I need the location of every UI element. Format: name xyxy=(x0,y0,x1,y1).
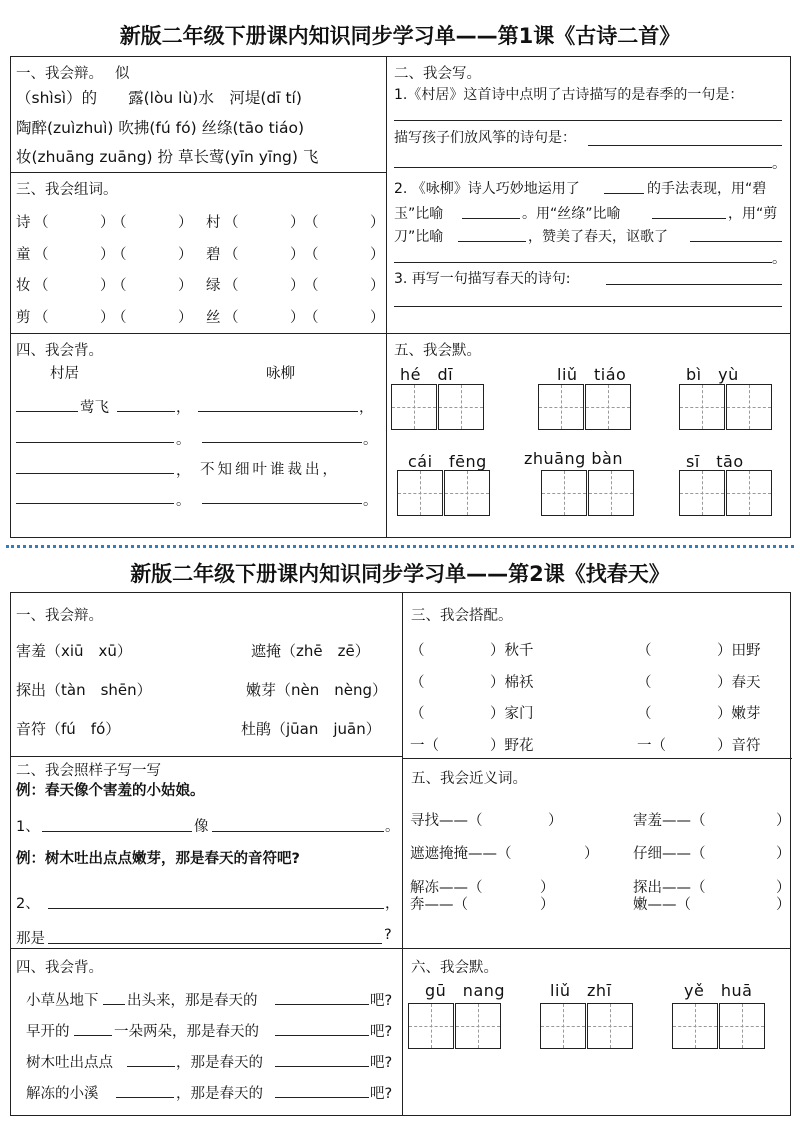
synonym-item[interactable]: 害羞——（ xyxy=(633,813,706,829)
match-item: ）春天 xyxy=(717,674,761,691)
answer-line[interactable] xyxy=(48,943,382,944)
answer-line[interactable] xyxy=(42,831,192,832)
paren-open[interactable]: （ xyxy=(34,215,49,231)
word-char: 丝 xyxy=(206,309,221,326)
word-char: 碧 xyxy=(206,246,221,263)
l2-s6-heading: 六、我会默。 xyxy=(411,960,498,976)
answer-line[interactable] xyxy=(394,120,782,121)
paren-open[interactable]: （ xyxy=(34,246,49,263)
paren-close: ） xyxy=(290,215,305,231)
paren-close: ） xyxy=(178,309,193,326)
paren-close: ） xyxy=(776,880,791,896)
period: 。 xyxy=(363,432,378,448)
match-item: ）棉袄 xyxy=(490,674,534,691)
l1-s1-heading: 一、我会辩。 xyxy=(16,66,103,82)
l2-s2-example2: 例：树木吐出点点嫩芽，那是春天的音符吧? xyxy=(16,851,300,867)
word-char: 妆 xyxy=(16,278,31,294)
l1-s1-line: 妆(zhuāng zuāng) 扮 草长莺(yīn yīng) 飞 xyxy=(16,148,319,166)
answer-line[interactable] xyxy=(16,473,174,474)
answer-line[interactable] xyxy=(127,1066,175,1067)
paren-open[interactable]: （ xyxy=(224,278,239,294)
word-char: 村 xyxy=(206,215,221,231)
answer-line[interactable] xyxy=(606,284,782,285)
l2-s1-item: 探出（tàn shēn） xyxy=(16,681,152,699)
answer-line[interactable] xyxy=(212,831,384,832)
paren-close: ） xyxy=(100,215,115,231)
poem-fragment: 莺飞 xyxy=(80,400,109,416)
l1-s4-heading: 四、我会背。 xyxy=(16,343,103,359)
match-blank[interactable]: 一（ xyxy=(410,737,439,754)
period: 。 xyxy=(385,819,400,835)
comma: ， xyxy=(176,463,191,479)
paren-close: ） xyxy=(776,846,791,862)
paren-close: ） xyxy=(776,813,791,829)
match-blank[interactable]: （ xyxy=(637,674,652,691)
answer-line[interactable] xyxy=(103,1004,125,1005)
paren-open[interactable]: （ xyxy=(34,278,49,294)
match-blank[interactable]: （ xyxy=(410,706,425,722)
paren-close: ） xyxy=(178,246,193,263)
period: 。 xyxy=(772,156,787,172)
l2-s1-item: 遮掩（zhē zē） xyxy=(251,642,370,660)
paren-open[interactable]: （ xyxy=(224,309,239,326)
answer-line[interactable] xyxy=(604,193,644,194)
pinyin-label: zhuāng bàn xyxy=(524,449,623,468)
answer-line[interactable] xyxy=(275,1004,369,1005)
answer-line[interactable] xyxy=(394,167,772,168)
answer-line[interactable] xyxy=(462,218,520,219)
recite-text: 小草丛地下 xyxy=(26,993,99,1009)
synonym-item[interactable]: 奔——（ xyxy=(410,897,468,913)
l1-s2-q1: 1.《村居》这首诗中点明了古诗描写的是春季的一句是： xyxy=(394,87,744,103)
synonym-item[interactable]: 遮遮掩掩——（ xyxy=(410,846,512,862)
match-blank[interactable]: （ xyxy=(410,674,425,691)
paren-close: ） xyxy=(100,246,115,263)
pinyin-label: hé dī xyxy=(400,365,454,384)
paren-close: ） xyxy=(290,309,305,326)
paren-close: ） xyxy=(290,278,305,294)
l2-s1-item: 音符（fú fó） xyxy=(16,720,121,738)
paren-open[interactable]: （ xyxy=(304,215,319,231)
answer-line[interactable] xyxy=(116,1097,174,1098)
paren-close: ） xyxy=(540,880,555,896)
paren-close: ） xyxy=(370,246,385,263)
comma: ， xyxy=(385,896,400,912)
l2-s4-heading: 四、我会背。 xyxy=(16,960,103,976)
l1-s2-q2a: 2. 《咏柳》诗人巧妙地运用了 xyxy=(394,181,580,197)
paren-close: ） xyxy=(540,897,555,913)
paren-close: ） xyxy=(370,278,385,294)
paren-open[interactable]: （ xyxy=(304,309,319,326)
divider xyxy=(402,758,792,759)
l1-s5-heading: 五、我会默。 xyxy=(394,343,481,359)
synonym-item[interactable]: 寻找——（ xyxy=(410,813,483,829)
recite-ba: 吧? xyxy=(370,1024,393,1040)
recite-text: 出头来，那是春天的 xyxy=(127,993,258,1009)
match-item: ）音符 xyxy=(717,737,761,754)
recite-text: ，那是春天的 xyxy=(176,1055,263,1071)
match-blank[interactable]: （ xyxy=(410,643,425,659)
section-separator xyxy=(6,545,794,548)
paren-open[interactable]: （ xyxy=(112,215,127,231)
l1-s2-q3: 3. 再写一句描写春天的诗句: xyxy=(394,271,571,287)
period: 。 xyxy=(176,432,191,448)
paren-open[interactable]: （ xyxy=(224,246,239,263)
answer-line[interactable] xyxy=(16,411,78,412)
recite-text: 早开的 xyxy=(26,1024,70,1040)
poem-fragment: 不知细叶谁裁出， xyxy=(200,462,340,478)
paren-close: ） xyxy=(100,278,115,294)
l1-s2-q1b: 描写孩子们放风筝的诗句是： xyxy=(394,130,576,146)
paren-close: ） xyxy=(178,215,193,231)
l2-s2-n1: 1、 xyxy=(16,819,40,835)
period: 。 xyxy=(363,493,378,509)
l1-s2-heading: 二、我会写。 xyxy=(394,66,481,82)
answer-line[interactable] xyxy=(74,1035,112,1036)
answer-line[interactable] xyxy=(275,1066,369,1067)
l2-s1-heading: 一、我会辩。 xyxy=(16,608,103,624)
match-item: ）家门 xyxy=(490,706,534,722)
paren-close: ） xyxy=(584,846,599,862)
paren-close: ） xyxy=(370,309,385,326)
l2-s2-nashi: 那是 xyxy=(16,931,45,947)
l2-s2-n2: 2、 xyxy=(16,896,40,912)
l2-s5-heading: 五、我会近义词。 xyxy=(411,771,527,787)
l2-s1-item: 害羞（xiū xū） xyxy=(16,642,132,660)
l1-s2-q2c: 玉”比喻 xyxy=(394,206,444,222)
lesson1-title: 新版二年级下册课内知识同步学习单——第1课《古诗二首》 xyxy=(119,24,681,48)
match-item: ）嫩芽 xyxy=(717,706,761,722)
match-item: ）秋千 xyxy=(490,643,534,659)
recite-text: ，那是春天的 xyxy=(176,1086,263,1102)
answer-line[interactable] xyxy=(394,306,782,307)
recite-ba: 吧? xyxy=(370,993,393,1009)
word-char: 绿 xyxy=(206,278,221,294)
recite-text: 解冻的小溪 xyxy=(26,1086,99,1102)
paren-close: ） xyxy=(290,246,305,263)
poem-title-yongliu: 咏柳 xyxy=(266,366,295,382)
match-item: ）田野 xyxy=(717,643,761,659)
synonym-item[interactable]: 仔细——（ xyxy=(633,846,706,862)
answer-line[interactable] xyxy=(48,908,384,909)
l1-s2-q2e: ，用“剪 xyxy=(728,206,778,222)
divider xyxy=(11,172,387,173)
l1-s3-heading: 三、我会组词。 xyxy=(16,182,118,198)
comma: ， xyxy=(176,400,191,416)
synonym-item[interactable]: 嫩——（ xyxy=(633,897,691,913)
answer-line[interactable] xyxy=(394,262,772,263)
answer-line[interactable] xyxy=(198,411,358,412)
period: 。 xyxy=(772,251,787,267)
match-item: ）野花 xyxy=(490,737,534,754)
l2-s1-item: 嫩芽（nèn nèng） xyxy=(246,681,388,699)
lesson2-title: 新版二年级下册课内知识同步学习单——第2课《找春天》 xyxy=(130,562,670,586)
paren-open[interactable]: （ xyxy=(224,215,239,231)
word-char: 童 xyxy=(16,246,31,263)
l1-s2-q2f: 刀”比喻 xyxy=(394,229,444,245)
paren-close: ） xyxy=(776,897,791,913)
word-char: 诗 xyxy=(16,215,31,231)
l1-s1-heading-tail: 似 xyxy=(115,66,130,82)
l2-s1-item: 杜鹃（jūan juān） xyxy=(241,720,381,738)
answer-line[interactable] xyxy=(275,1035,369,1036)
l2-s2-xiang: 像 xyxy=(194,819,209,835)
pinyin-label: cái fēng xyxy=(408,452,487,471)
recite-ba: 吧? xyxy=(370,1086,393,1102)
paren-open[interactable]: （ xyxy=(304,246,319,263)
l1-s2-q2d: 。用“丝绦”比喻 xyxy=(522,206,621,222)
question-mark: ? xyxy=(384,927,392,943)
pinyin-label: liǔ zhī xyxy=(550,981,612,1000)
l1-s1-line: 陶醉(zuìzhuì) 吹拂(fú fó) 丝绦(tāo tiáo) xyxy=(16,119,304,137)
divider xyxy=(402,593,403,1115)
divider xyxy=(386,57,387,537)
pinyin-label: liǔ tiáo xyxy=(557,365,627,384)
paren-open[interactable]: （ xyxy=(112,309,127,326)
recite-text: 树木吐出点点 xyxy=(26,1055,113,1071)
answer-line[interactable] xyxy=(652,218,726,219)
paren-close: ） xyxy=(100,309,115,326)
l1-s2-q2b: 的手法表现，用“碧 xyxy=(647,181,767,197)
answer-line[interactable] xyxy=(588,145,782,146)
synonym-item[interactable]: 解冻——（ xyxy=(410,880,483,896)
paren-close: ） xyxy=(178,278,193,294)
paren-close: ） xyxy=(370,215,385,231)
answer-line[interactable] xyxy=(690,241,782,242)
comma: ， xyxy=(359,400,374,416)
answer-line[interactable] xyxy=(202,442,362,443)
synonym-item[interactable]: 探出——（ xyxy=(633,880,706,896)
word-char: 剪 xyxy=(16,309,31,326)
match-blank[interactable]: （ xyxy=(637,706,652,722)
pinyin-label: sī tāo xyxy=(686,452,744,471)
period: 。 xyxy=(176,493,191,509)
paren-close: ） xyxy=(548,813,563,829)
pinyin-label: gū nang xyxy=(425,981,506,1000)
match-blank[interactable]: 一（ xyxy=(637,737,666,754)
l2-s2-heading: 二、我会照样子写一写 xyxy=(16,763,161,779)
paren-open[interactable]: （ xyxy=(304,278,319,294)
divider xyxy=(11,756,403,757)
recite-text: 一朵两朵，那是春天的 xyxy=(114,1024,259,1040)
answer-line[interactable] xyxy=(458,241,526,242)
paren-open[interactable]: （ xyxy=(112,278,127,294)
recite-ba: 吧? xyxy=(370,1055,393,1071)
divider xyxy=(11,948,790,949)
poem-title-cunju: 村居 xyxy=(50,366,79,382)
pinyin-label: yě huā xyxy=(684,981,753,1000)
pinyin-label: bì yù xyxy=(686,365,739,384)
l2-s2-example1: 例：春天像个害羞的小姑娘。 xyxy=(16,783,205,799)
l1-s1-line: （shìsì）的 露(lòu lù)水 河堤(dī tí) xyxy=(16,89,302,107)
divider xyxy=(11,333,790,334)
paren-open[interactable]: （ xyxy=(34,309,49,326)
answer-line[interactable] xyxy=(16,442,174,443)
answer-line[interactable] xyxy=(275,1097,369,1098)
paren-open[interactable]: （ xyxy=(112,246,127,263)
l1-s2-q2g: ，赞美了春天，讴歌了 xyxy=(528,229,668,245)
answer-line[interactable] xyxy=(117,411,175,412)
match-blank[interactable]: （ xyxy=(637,643,652,659)
answer-line[interactable] xyxy=(202,503,362,504)
answer-line[interactable] xyxy=(16,503,174,504)
l2-s3-heading: 三、我会搭配。 xyxy=(411,608,513,624)
